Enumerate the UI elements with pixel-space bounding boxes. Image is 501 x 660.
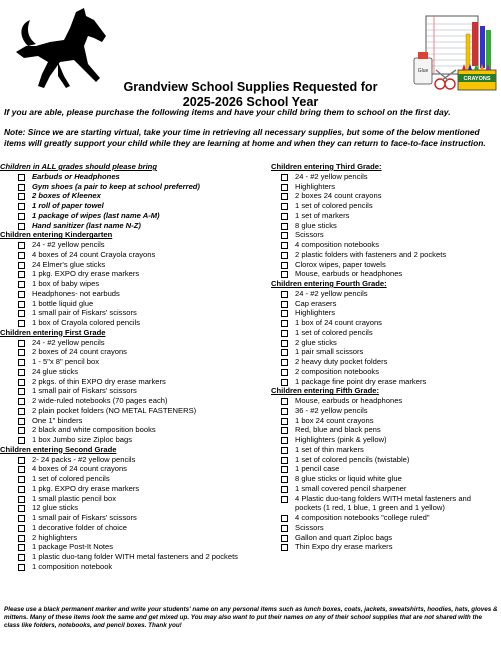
checkbox-icon (281, 232, 288, 239)
item-text: 1 set of colored pencils (295, 327, 373, 337)
item-text: 2 boxes 24 count crayons (295, 191, 382, 201)
item-text: 1 set of colored pencils (32, 474, 110, 483)
list-item (279, 250, 497, 260)
item-text: 1 box 24 count crayons (295, 415, 374, 425)
item-text: 24 - #2 yellow pencils (32, 337, 105, 347)
list-item (279, 230, 497, 240)
item-text: 1 set of colored pencils (twistable) (295, 454, 410, 464)
checkbox-icon (18, 223, 25, 230)
checkbox-icon (18, 476, 25, 483)
supply-list (271, 289, 497, 387)
checkbox-icon (281, 271, 288, 278)
checkbox-icon (18, 437, 25, 444)
checkbox-icon (281, 496, 288, 503)
checkbox-icon (18, 184, 25, 191)
checkbox-icon (281, 535, 288, 542)
item-text: 1 box of 24 count crayons (295, 318, 382, 327)
list-item (279, 269, 497, 279)
checkbox-icon (18, 193, 25, 200)
item-text: 1 composition notebook (32, 561, 113, 571)
list-item (279, 308, 497, 318)
item-text: 1 pencil case (295, 464, 340, 474)
school-year: 2025-2026 School Year (182, 95, 319, 109)
list-item (16, 279, 274, 289)
checkbox-icon (281, 379, 288, 386)
item-text: 1 pkg. EXPO dry erase markers (32, 483, 140, 493)
item-text: 2 boxes of 24 count crayons (32, 347, 127, 357)
checkbox-icon (281, 301, 288, 308)
item-text: 36 - #2 yellow pencils (295, 405, 368, 415)
list-item (279, 416, 497, 426)
item-text: 1 box Jumbo size Ziploc bags (32, 435, 133, 444)
item-text: 2 plastic folders with fasteners and 2 pockets (295, 249, 447, 259)
checkbox-icon (281, 369, 288, 376)
item-text: 1 - 5"x 8" pencil box (32, 357, 100, 366)
checkbox-icon (281, 427, 288, 434)
checkbox-icon (18, 213, 25, 220)
list-item (279, 474, 497, 484)
list-item (279, 201, 497, 211)
supply-list (271, 172, 497, 279)
item-text: Gym shoes (a pair to keep at school preferred) (32, 181, 200, 191)
supply-list (24, 455, 274, 572)
list-item (279, 211, 497, 221)
item-text: 4 composition notebooks "college ruled" (295, 513, 430, 522)
checkbox-icon (281, 437, 288, 444)
item-text: 1 roll of paper towel (32, 201, 104, 210)
intro-text: If you are able, please purchase the following items and have your child bring them to school on the first day. (4, 107, 451, 117)
item-text: Red, blue and black pens (295, 425, 381, 435)
left-column (0, 162, 274, 572)
checkbox-icon (18, 310, 25, 317)
checkbox-icon (281, 359, 288, 366)
item-text: 2 glue sticks (295, 337, 337, 347)
item-text: Thin Expo dry erase markers (295, 542, 393, 552)
list-item (279, 494, 497, 514)
checkbox-icon (281, 349, 288, 356)
item-text: 1 small plastic pencil box (32, 493, 116, 503)
list-item (279, 513, 497, 523)
checkbox-icon (18, 457, 25, 464)
checkbox-icon (18, 418, 25, 425)
list-item (16, 367, 274, 377)
checkbox-icon (18, 252, 25, 259)
list-item (279, 445, 497, 455)
item-text: 4 Plastic duo-tang folders WITH metal fasteners and pockets (1 red, 1 blue, 1 green and 1 yellow) (295, 493, 472, 513)
list-item (16, 347, 274, 357)
list-item (279, 455, 497, 465)
checkbox-icon (281, 457, 288, 464)
list-item (16, 552, 274, 562)
checkbox-icon (18, 301, 25, 308)
list-item (279, 435, 497, 445)
item-text: Cap erasers (295, 298, 337, 308)
checkbox-icon (18, 535, 25, 542)
checkbox-icon (18, 427, 25, 434)
list-item (16, 289, 274, 299)
item-text: 1 plastic duo-tang folder WITH metal fasteners and 2 pockets (32, 552, 238, 561)
item-text: 1 pair small scissors (295, 347, 364, 357)
checkbox-icon (18, 359, 25, 366)
list-item (279, 191, 497, 201)
checkbox-icon (18, 203, 25, 210)
item-text: Headphones- not earbuds (32, 288, 120, 298)
list-item (16, 386, 274, 396)
checkbox-icon (281, 184, 288, 191)
list-item (16, 474, 274, 484)
checkbox-icon (18, 271, 25, 278)
list-item (16, 172, 274, 182)
list-item (16, 416, 274, 426)
item-text: Highlighters (pink & yellow) (295, 435, 387, 444)
list-item (279, 338, 497, 348)
item-text: 2 wide-ruled notebooks (70 pages each) (32, 396, 168, 405)
item-text: One 1" binders (32, 415, 83, 425)
right-column (271, 162, 497, 552)
item-text: 2 highlighters (32, 532, 78, 542)
checkbox-icon (18, 496, 25, 503)
item-text: 1 pkg. EXPO dry erase markers (32, 269, 140, 279)
item-text: Clorox wipes, paper towels (295, 259, 386, 269)
list-item (279, 347, 497, 357)
checkbox-icon (18, 349, 25, 356)
list-item (279, 396, 497, 406)
item-text: 24 - #2 yellow pencils (295, 288, 368, 298)
item-text: 2 boxes of Kleenex (32, 191, 101, 201)
checkbox-icon (281, 447, 288, 454)
list-item (16, 250, 274, 260)
item-text: 8 glue sticks (295, 220, 337, 230)
checkbox-icon (281, 408, 288, 415)
section-heading: Children entering First Grade (0, 327, 106, 337)
list-item (16, 425, 274, 435)
list-item (16, 513, 274, 523)
item-text: 24 - #2 yellow pencils (295, 171, 368, 181)
list-item (16, 299, 274, 309)
checkbox-icon (281, 398, 288, 405)
item-text: 1 small pair of Fiskars' scissors (32, 513, 137, 522)
list-item (279, 523, 497, 533)
item-text: 1 decorative folder of choice (32, 522, 127, 532)
section-heading: Children entering Fourth Grade: (271, 279, 387, 288)
item-text: 2 pkgs. of thin EXPO dry erase markers (32, 376, 166, 386)
checkbox-icon (18, 281, 25, 288)
list-item (16, 494, 274, 504)
list-item (279, 299, 497, 309)
section-heading: Children entering Third Grade: (271, 162, 382, 171)
item-text: 12 glue sticks (32, 503, 79, 513)
checkbox-icon (281, 544, 288, 551)
checkbox-icon (281, 525, 288, 532)
checkbox-icon (281, 203, 288, 210)
list-item (279, 318, 497, 328)
checkbox-icon (281, 466, 288, 473)
checkbox-icon (18, 466, 25, 473)
footer-note: Please use a black permanent marker and write your students' name on any personal items such as lunch boxes, coats, jackets, sweatshirts, hoodies, hats, gloves & mittens. Many of these items look the same and get mixed up. You may also want to put their names on any of their school supplies that are not shared with the class like folders, notebooks, and pencil boxes. Thank you! (4, 606, 498, 630)
section-heading: Children entering Kindergarten (0, 230, 113, 240)
checkbox-icon (18, 486, 25, 493)
list-item (279, 260, 497, 270)
item-text: 8 glue sticks or liquid white glue (295, 474, 402, 483)
checkbox-icon (281, 310, 288, 317)
list-item (279, 221, 497, 231)
item-text: 1 box of baby wipes (32, 279, 100, 288)
checkbox-icon (281, 252, 288, 259)
item-text: 2 black and white composition books (32, 425, 156, 435)
checkbox-icon (18, 408, 25, 415)
checkbox-icon (281, 476, 288, 483)
list-item (16, 435, 274, 445)
checkbox-icon (18, 525, 25, 532)
list-item (16, 338, 274, 348)
checkbox-icon (18, 369, 25, 376)
item-text: 24 Elmer's glue sticks (32, 259, 106, 269)
supply-list (271, 396, 497, 552)
list-item (16, 240, 274, 250)
item-text: Earbuds or Headphones (32, 171, 120, 181)
list-item (16, 357, 274, 367)
item-text: Mouse, earbuds or headphones (295, 269, 403, 279)
checkbox-icon (281, 320, 288, 327)
item-text: Hand sanitizer (last name N-Z) (32, 220, 141, 230)
checkbox-icon (18, 515, 25, 522)
checkbox-icon (281, 515, 288, 522)
list-item (279, 357, 497, 367)
svg-text:Glue: Glue (417, 68, 429, 74)
checkbox-icon (281, 262, 288, 269)
list-item (279, 172, 497, 182)
list-item (16, 377, 274, 387)
checkbox-icon (18, 174, 25, 181)
checkbox-icon (18, 388, 25, 395)
item-text: Scissors (295, 522, 324, 532)
item-text: 4 boxes of 24 count crayons (32, 464, 127, 474)
list-item (279, 182, 497, 192)
item-text: 4 composition notebooks (295, 240, 380, 249)
svg-text:CRAYONS: CRAYONS (463, 76, 491, 82)
checkbox-icon (281, 174, 288, 181)
list-item (279, 240, 497, 250)
list-item (279, 406, 497, 416)
list-item (16, 542, 274, 552)
page-title: Grandview School Supplies Requested for (123, 80, 378, 94)
item-text: 24 - #2 yellow pencils (32, 240, 105, 249)
item-text: 1 small pair of Fiskars' scissors (32, 308, 137, 318)
checkbox-icon (18, 262, 25, 269)
item-text: 2 heavy duty pocket folders (295, 357, 388, 366)
checkbox-icon (18, 291, 25, 298)
checkbox-icon (18, 320, 25, 327)
item-text: 24 glue sticks (32, 366, 79, 376)
checkbox-icon (18, 564, 25, 571)
list-item (16, 191, 274, 201)
checkbox-icon (281, 223, 288, 230)
supply-list (24, 338, 274, 445)
supply-list (24, 240, 274, 328)
list-item (279, 425, 497, 435)
list-item (16, 396, 274, 406)
item-text: Highlighters (295, 181, 336, 191)
list-item (16, 464, 274, 474)
list-item (279, 289, 497, 299)
list-item (16, 182, 274, 192)
checkbox-icon (281, 291, 288, 298)
item-text: 1 package fine point dry erase markers (295, 376, 427, 386)
horse-logo (14, 6, 114, 90)
item-text: Scissors (295, 230, 324, 240)
item-text: 2- 24 packs - #2 yellow pencils (32, 454, 136, 464)
list-item (16, 201, 274, 211)
checkbox-icon (281, 242, 288, 249)
list-item (16, 221, 274, 231)
list-item (16, 523, 274, 533)
list-item (16, 533, 274, 543)
item-text: 1 set of markers (295, 210, 350, 220)
note-text: Note: Since we are starting virtual, take your time in retrieving all necessary supplies, but some of the below mentioned items will greatly support your child while they are learning at home and when they can return to face-to-face instruction. (4, 127, 486, 148)
supply-list (24, 172, 274, 231)
checkbox-icon (281, 193, 288, 200)
list-item (279, 484, 497, 494)
item-text: 1 box of Crayola colored pencils (32, 318, 141, 327)
list-item (16, 308, 274, 318)
list-item (16, 318, 274, 328)
list-item (16, 503, 274, 513)
checkbox-icon (18, 505, 25, 512)
item-text: Mouse, earbuds or headphones (295, 396, 403, 405)
checkbox-icon (281, 213, 288, 220)
item-text: 1 package of wipes (last name A-M) (32, 210, 160, 220)
checkbox-icon (281, 330, 288, 337)
list-item (16, 406, 274, 416)
list-item (16, 211, 274, 221)
item-text: Gallon and quart Ziploc bags (295, 532, 393, 542)
item-text: 4 boxes of 24 count Crayola crayons (32, 249, 156, 259)
section-heading: Children entering Second Grade (0, 444, 117, 454)
item-text: 1 package Post-It Notes (32, 542, 114, 552)
item-text: 2 composition notebooks (295, 366, 380, 376)
checkbox-icon (18, 242, 25, 249)
checkbox-icon (18, 379, 25, 386)
checkbox-icon (18, 398, 25, 405)
list-item (279, 542, 497, 552)
checkbox-icon (18, 340, 25, 347)
list-item (16, 260, 274, 270)
item-text: 1 set of colored pencils (295, 201, 373, 210)
list-item (16, 269, 274, 279)
item-text: 2 plain pocket folders (NO METAL FASTENERS) (32, 405, 197, 415)
section-heading: Children entering Fifth Grade: (271, 386, 380, 396)
item-text: Highlighters (295, 308, 336, 318)
checkbox-icon (281, 486, 288, 493)
list-item (279, 328, 497, 338)
list-item (16, 562, 274, 572)
checkbox-icon (281, 418, 288, 425)
list-item (16, 484, 274, 494)
list-item (279, 367, 497, 377)
list-item (279, 377, 497, 387)
item-text: 1 set of thin markers (295, 444, 364, 454)
list-item (16, 455, 274, 465)
item-text: 1 small covered pencil sharpener (295, 483, 407, 493)
list-item (279, 464, 497, 474)
checkbox-icon (281, 340, 288, 347)
list-item (279, 533, 497, 543)
checkbox-icon (18, 544, 25, 551)
item-text: 1 bottle liquid glue (32, 298, 94, 308)
section-heading: Children in ALL grades should please bring (0, 162, 157, 171)
checkbox-icon (18, 554, 25, 561)
item-text: 1 small pair of Fiskars' scissors (32, 386, 137, 396)
